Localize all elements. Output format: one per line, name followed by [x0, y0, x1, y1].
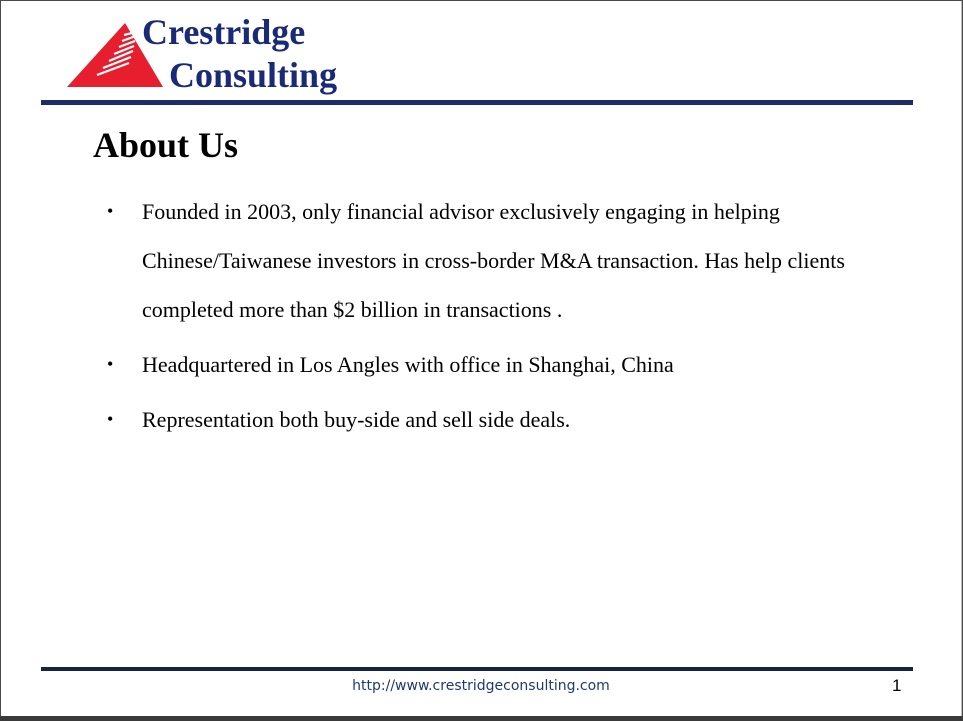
bullet-text: Founded in 2003, only financial advisor exclusively engaging in helping Chinese/Taiwanese investors in cross-border M&A transaction. Has help clients completed more than $2 billion in transactions .: [142, 199, 845, 322]
bullet-item: [107, 395, 917, 444]
bullet-dot-icon: •: [107, 354, 114, 374]
bullet-item: [107, 340, 917, 389]
bullet-dot-icon: •: [107, 409, 114, 429]
logo-text-line1: Crestridge: [142, 12, 306, 52]
page-title: About Us: [93, 125, 239, 165]
bullet-list: [107, 187, 917, 450]
logo-text-line2: Consulting: [169, 55, 338, 95]
bullet-text: Representation both buy-side and sell side deals.: [142, 407, 571, 432]
viewer-bottom-edge: [0, 716, 963, 721]
bullet-text: Headquartered in Los Angles with office in Shanghai, China: [142, 352, 674, 377]
page-number: 1: [892, 676, 902, 695]
company-logo: [67, 9, 367, 101]
bullet-dot-icon: •: [107, 201, 114, 221]
footer-url-link[interactable]: http://www.crestridgeconsulting.com: [352, 678, 610, 694]
footer-divider: [41, 667, 913, 671]
header-divider: [41, 100, 913, 105]
slide-page: [1, 1, 962, 716]
bullet-item: [107, 187, 917, 334]
